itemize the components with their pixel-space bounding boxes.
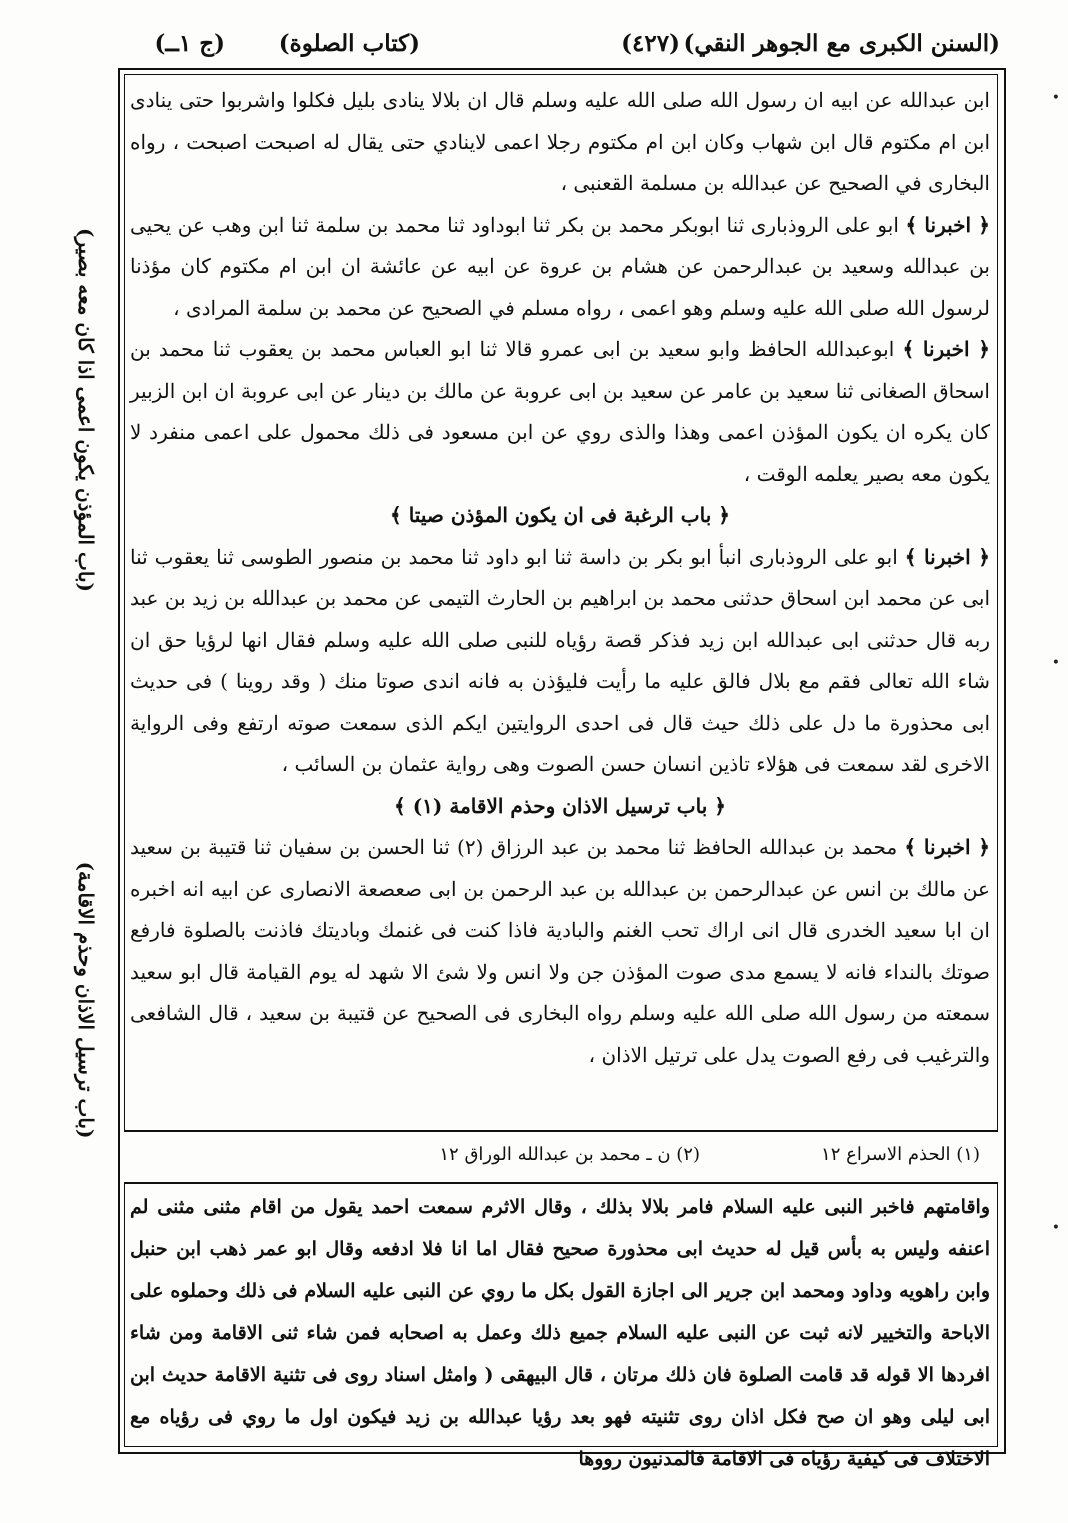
margin-note: (باب المؤذن يكون اعمى اذا كان معه بصير) [74,227,98,593]
edge-dot: • [1051,1220,1060,1236]
paragraph-text: ابو على الروذبارى ثنا ابوبكر محمد بن بكر ثنا ابوداود ثنا محمد بن سلمة ثنا ابن وهب عن يحيى بن عبدالله وسعيد بن عبدالرحمن عن هشام بن عروة عن ابيه عن عائشة ان ابن ام مكتوم كان مؤذنا لرسول الله صلى الله عليه وسلم وهو اعمى ، رواه مسلم في الصحيح عن محمد بن سلمة المرادى ، [130,212,990,320]
paragraph [130,827,990,1076]
footnotes [130,1134,990,1176]
paragraph [130,329,990,495]
section-heading: ﴿ باب ترسيل الاذان وحذم الاقامة (١) ﴾ [394,793,726,818]
akhbarana-marker: ﴿ اخبرنا ﴾ [904,544,990,569]
akhbarana-marker: ﴿ اخبرنا ﴾ [905,212,991,237]
margin-note: (باب ترسيل الاذان وحذم الاقامة) [74,861,98,1139]
footnote: (٢) ن ـ محمد بن عبدالله الوراق ١٢ [439,1144,700,1165]
akhbarana-marker: ﴿ اخبرنا ﴾ [904,835,991,859]
edge-dot: • [1051,90,1060,106]
paragraph [130,80,990,205]
paragraph-text: ابو على الروذبارى انبأ ابو بكر بن داسة ثنا ابو داود ثنا محمد بن منصور الطوسى ثنا يعقوب ثنا ابى عن محمد ابن اسحاق حدثنى محمد بن ابراهيم بن الحارث التيمى عن محمد بن عبدالله بن زيد بن عبد ربه قال حدثنى ابى عبدالله ابن زيد فذكر قصة رؤياه للنبى صلى الله عليه وسلم فقال انها لرؤيا حق ان شاء الله تعالى فقم مع بلال فالق عليه ما رأيت فليؤذن به فانه اندى صوتا منك ( وقد روينا ) فى حديث ابى محذورة ما دل على ذلك حيث قال فى احدى الروايتين ايكم الذى سمعت صوته ارتفع وفى الرواية الاخرى لقد سمعت فى هؤلاء تاذين انسان حسن الصوت وهى رواية عثمان بن السائب ، [130,544,991,776]
paragraph [130,537,990,786]
running-header [130,30,1000,64]
section-heading: ﴿ باب الرغبة فى ان يكون المؤذن صيتا ﴾ [390,503,730,527]
commentary-paragraph: واقامتهم فاخبر النبى عليه السلام فامر بلالا بذلك ، وقال الاثرم سمعت احمد يقول من اقام مثنى مثنى لم اعنفه وليس به بأس قيل له حديث ابى محذورة صحيح فقال اما انا فلا ادفعه وقال ابو عمر ذهب ابن حنبل وابن راهويه وداود ومحمد ابن جرير الى اجازة القول بكل ما روي عن النبى عليه السلام فى ذلك وحملوه على الاباحة والتخيير لانه ثبت عن النبى عليه السلام جميع ذلك وعمل به اصحابه فمن شاء ثنى الاقامة ومن شاء افردها الا قوله قد قامت الصلوة فان ذلك مرتان ، قال البيهقى ( وامثل اسناد روى فى تثنية الاقامة حديث ابن ابى ليلى وهو ان صح فكل اذان روى تثنيته فهو بعد رؤيا عبدالله بن زيد فيكون اول ما روي فى رؤياه مع الاختلاف فى كيفية رؤياه فى الاقامة فالمدنيون رووها [130,1196,990,1470]
commentary-text [130,1186,990,1480]
volume-number: (ج ١ــ) [154,30,225,57]
paragraph-text: ابوعبدالله الحافظ وابو سعيد بن ابى عمرو قالا ثنا ابو العباس محمد بن يعقوب ثنا محمد بن اسحاق الصغانى ثنا سعيد بن عامر عن سعيد بن ابى عروبة عن مالك بن دينار عن ابى عروبة ان ابن الزبير كان يكره ان يكون المؤذن اعمى وهذا والذى روي عن ابن مسعود فى ذلك محمول على اعمى منفرد لا يكون معه بصير يعلمه الوقت ، [130,337,990,486]
book-title: (السنن الكبرى مع الجوهر النقي) [683,30,1000,57]
main-text [130,80,990,1076]
akhbarana-marker: ﴿ اخبرنا ﴾ [902,337,991,361]
paragraph-text: محمد بن عبدالله الحافظ ثنا محمد بن عبد الرزاق (٢) ثنا الحسن بن سفيان ثنا قتيبة بن سعيد عن مالك بن انس عن عبدالرحمن بن عبدالله بن عبد الرحمن بن ابى صعصعة الانصارى عن ابيه انه اخبره ان ابا سعيد الخدرى قال انى اراك تحب الغنم والبادية فاذا كنت فى غنمك وباديتك فاذنت بالصلوة فارفع صوتك بالنداء فانه لا يسمع مدى صوت المؤذن جن ولا انس ولا شئ الا شهد له يوم القيامة قال ابو سعيد سمعته من رسول الله صلى الله عليه وسلم رواه البخارى فى الصحيح عن قتيبة بن سعيد ، قال الشافعى والترغيب فى رفع الصوت يدل على ترتيل الاذان ، [130,835,990,1067]
paragraph-text: ابن عبدالله عن ابيه ان رسول الله صلى الله عليه وسلم قال ان بلالا ينادى بليل فكلوا واشربوا حتى ينادى ابن ام مكتوم قال ابن شهاب وكان ابن ام مكتوم رجلا اعمى لاينادي حتى يقال له اصبحت اصبحت ، رواه البخارى في الصحيح عن عبدالله بن مسلمة القعنبى ، [130,88,990,195]
footnote-rule [124,1130,998,1131]
paragraph [130,205,990,330]
page-number: (٤٢٧) [621,30,680,57]
footnote: (١) الحذم الاسراع ١٢ [821,1144,980,1165]
edge-dot: • [1051,655,1060,671]
chapter-title: (كتاب الصلوة) [278,30,420,57]
